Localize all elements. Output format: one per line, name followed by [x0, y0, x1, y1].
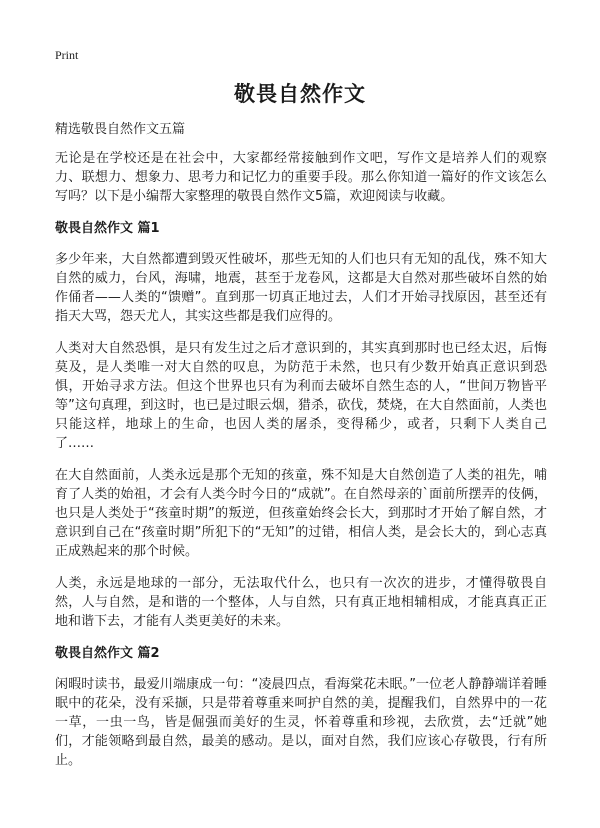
section-2-paragraph: 闲暇时读书，最爱川端康成一句：“凌晨四点，看海棠花未眠。”一位老人静静端详着睡眠中的花朵，没有采撷，只是带着尊重来呵护自然的美，提醒我们，自然界中的一花一草，一虫一鸟，皆是倔强而美好的生灵，怀着尊重和珍视，去欣赏，去“迁就”她们，才能领略到最自然，最美的感动。是以，面对自然，我们应该心存敬畏，行有所止。	[55, 677, 547, 768]
section-1-paragraph: 多少年来，大自然都遭到毁灭性破坏，那些无知的人们也只有无知的乱伐，殊不知大自然的威力，台风，海啸，地震，甚至于龙卷风，这都是大自然对那些破坏自然的始作俑者——人类的“馈赠”。直到那一切真正地过去，人们才开始寻找原因，甚至还有指天大骂，怨天尤人，其实这些都是我们应得的。	[55, 252, 547, 324]
section-heading-2: 敬畏自然作文 篇2	[55, 646, 160, 661]
document-body	[55, 149, 547, 783]
intro-paragraph: 无论是在学校还是在社会中，大家都经常接触到作文吧，写作文是培养人们的观察力、联想力、想象力、思考力和记忆力的重要手段。那么你知道一篇好的作文该怎么写吗？以下是小编帮大家整理的敬畏自然作文5篇，欢迎阅读与收藏。	[55, 151, 547, 204]
print-link[interactable]: Print	[55, 48, 79, 62]
section-1-paragraph: 人类，永远是地球的一部分，无法取代什么，也只有一次次的进步，才懂得敬畏自然，人与自然，是和谐的一个整体，人与自然，只有真正地相辅相成，才能真真正正地和谐下去，才能有人类更美好的未来。	[55, 576, 547, 629]
page-title: 敬畏自然作文	[234, 82, 366, 106]
section-1-paragraph: 在大自然面前，人类永远是那个无知的孩童，殊不知是大自然创造了人类的祖先，哺育了人类的始祖，才会有人类今时今日的“成就”。在自然母亲的`面前所摆弄的伎俩，也只是人类处于“孩童时期”的叛逆，但孩童始终会长大，到那时才开始了解自然，才意识到自己在“孩童时期”所犯下的“无知”的过错，相信人类，是会长大的，到心志真正成熟起来的那个时候。	[55, 468, 547, 559]
document-subtitle: 精选敬畏自然作文五篇	[55, 122, 186, 137]
section-heading-1: 敬畏自然作文 篇1	[55, 221, 160, 236]
section-1-paragraph: 人类对大自然恐惧，是只有发生过之后才意识到的，其实真到那时也已经太迟，后悔莫及，是人类唯一对大自然的叹息，为防范于未然，也只有少数开始真正意识到恐惧，开始寻求方法。但这个世界也只有为利而去破坏自然生态的人，“世间万物皆平等”这句真理，到这时，也已是过眼云烟，猎杀，砍伐，焚烧，在大自然面前，人类也只能这样，地球上的生命，也因人类的屠杀，变得稀少，或者，只剩下人类自己了……	[55, 341, 547, 451]
